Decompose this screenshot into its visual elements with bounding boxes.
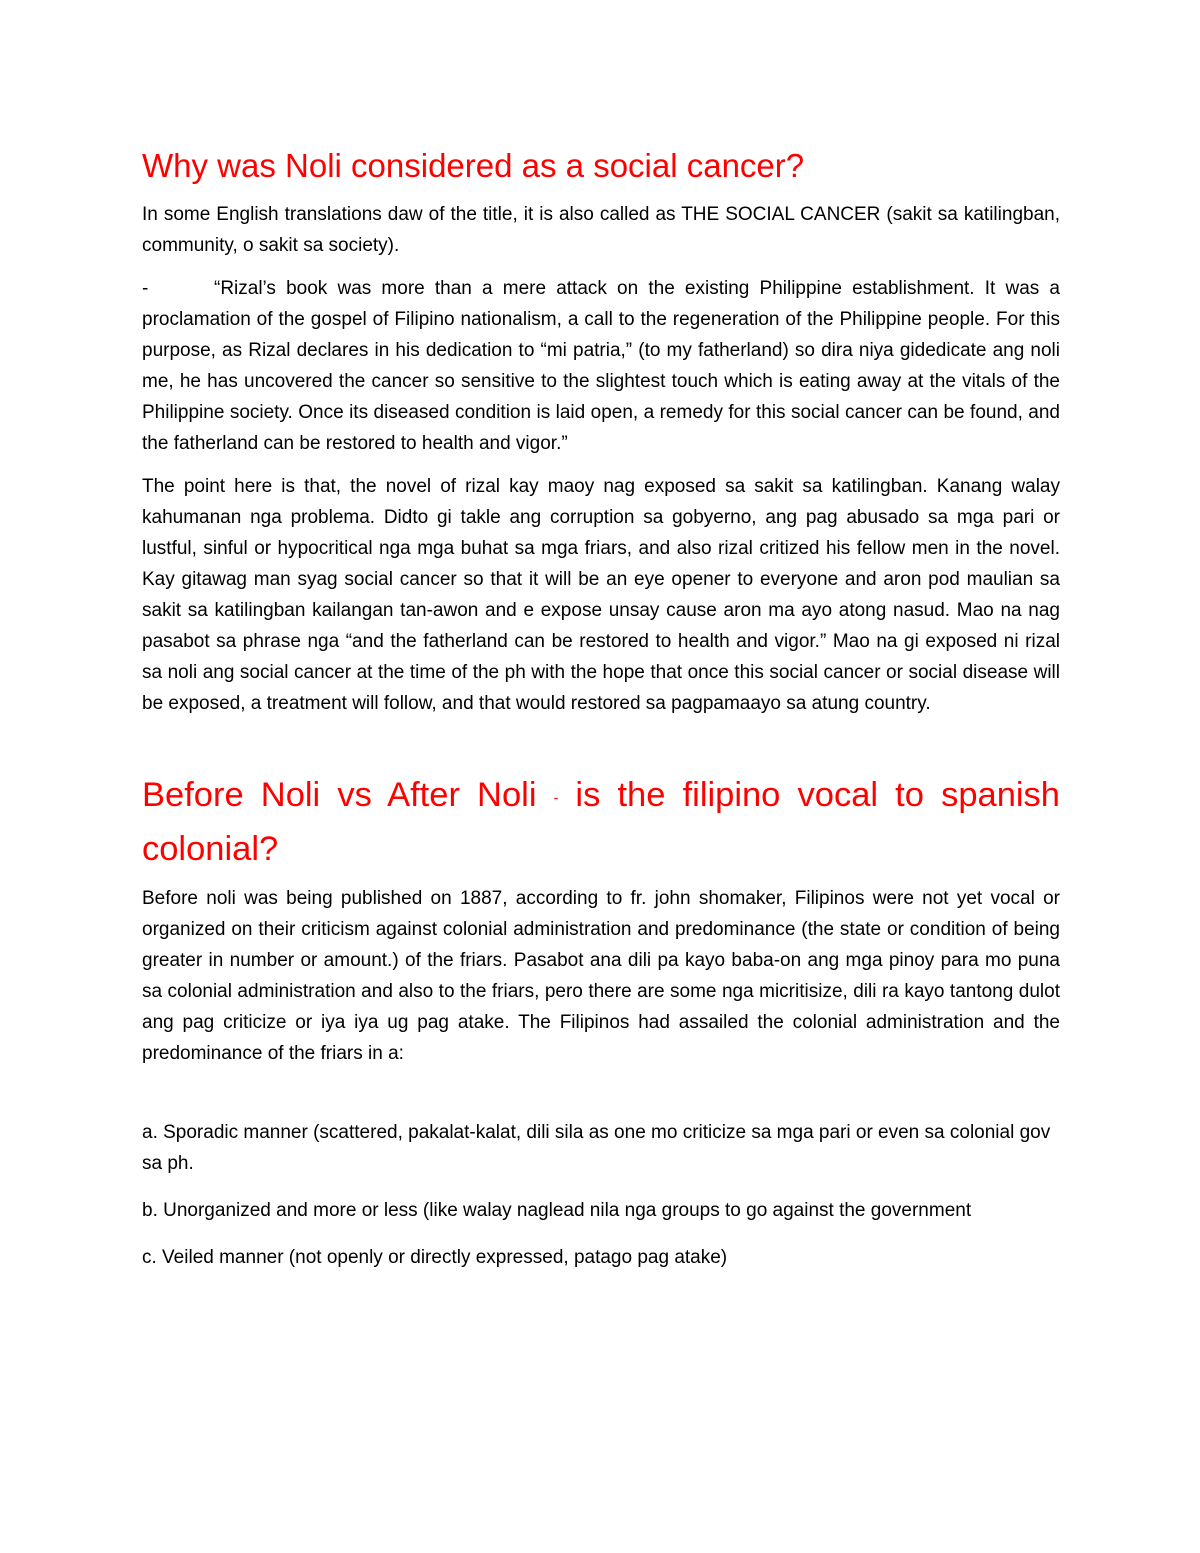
intro-paragraph: In some English translations daw of the title, it is also called as THE SOCIAL CANCER (sakit sa katilingban, community, o sakit sa society). — [142, 204, 1060, 256]
quote-paragraph — [142, 273, 1060, 459]
explanation-paragraph: The point here is that, the novel of rizal kay maoy nag exposed sa sakit sa katilingban. Kanang walay kahumanan nga problema. Didto gi takle ang corruption sa gobyerno, ang pag abusado sa mga pari or lustful, sinful or hypocritical nga mga buhat sa mga friars, and also rizal critized his fellow men in the novel. Kay gitawag man syag social cancer so that it will be an eye opener to everyone and aron pod maulian sa sakit sa katilingban kailangan tan-awon and e expose unsay cause aron ma ayo atong nasud. Mao na nag pasabot sa phrase nga “and the fatherland can be restored to health and vigor.” Mao na gi exposed ni rizal sa noli ang social cancer at the time of the ph with the hope that once this social cancer or social disease will be exposed, a treatment will follow, and that would restored sa pagpamaayo sa atung country. — [142, 476, 1060, 714]
heading-part-1: Before Noli vs After Noli — [142, 776, 554, 814]
list-item-c: c. Veiled manner (not openly or directly expressed, patago pag atake) — [142, 1246, 728, 1268]
quote-bullet: - — [142, 278, 149, 299]
heading-part-2: is the filipino vocal to spanish colonial? — [142, 776, 1060, 868]
before-noli-paragraph: Before noli was being published on 1887, according to fr. john shomaker, Filipinos were not yet vocal or organized on their criticism against colonial administration and predominance (the state or condition of being greater in number or amount.) of the friars. Pasabot ana dili pa kayo baba-on ang mga pinoy para mo puna sa colonial administration and also to the friars, pero there are some nga micritisize, dili ra kayo tantong dulot ang pag criticize or iya iya ug pag atake. The Filipinos had assailed the colonial administration and the predominance of the friars in a: — [142, 887, 1060, 1064]
list-item-b: b. Unorganized and more or less (like walay naglead nila nga groups to go against the government — [142, 1199, 972, 1221]
quote-text: “Rizal’s book was more than a mere attack on the existing Philippine establishment. It was a proclamation of the gospel of Filipino nationalism, a call to the regeneration of the Philippine people. For this purpose, as Rizal declares in his dedication to “mi patria,” (to my fatherland) so dira niya gidedicate ang noli me, he has uncovered the cancer so sensitive to the slightest touch which is eating away at the vitals of the Philippine society. Once its diseased condition is laid open, a remedy for this social cancer can be found, and the fatherland can be restored to health and vigor.” — [142, 278, 1060, 454]
heading-dash: - — [553, 788, 559, 805]
list-item-a: a. Sporadic manner (scattered, pakalat-kalat, dili sila as one mo criticize sa mga pari or even sa colonial gov sa ph. — [142, 1121, 1051, 1174]
document-page — [142, 140, 1060, 1289]
section-heading-social-cancer: Why was Noli considered as a social cancer? — [142, 147, 805, 184]
section-heading-before-after-noli — [142, 769, 1060, 875]
